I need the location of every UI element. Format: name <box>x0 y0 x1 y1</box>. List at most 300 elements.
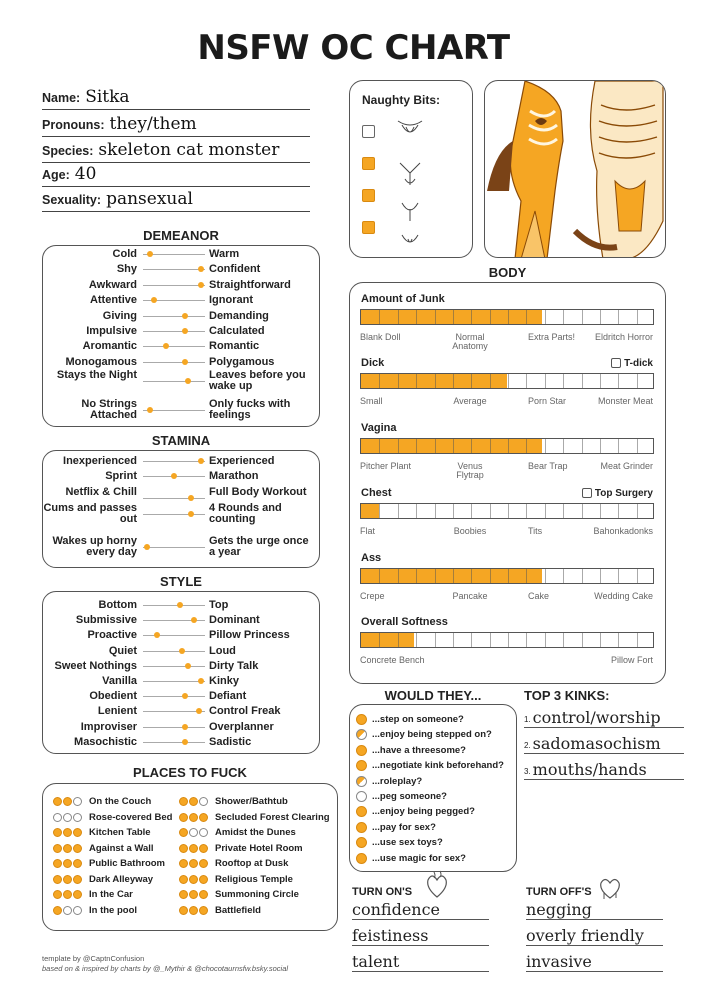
style-handle[interactable] <box>191 617 197 623</box>
rating-circle[interactable] <box>179 859 188 868</box>
name-label: Name: <box>42 91 81 105</box>
kink-text: sadomasochism <box>532 734 661 753</box>
body-meter-fill <box>361 310 542 324</box>
meter-tick <box>637 374 638 388</box>
answer-circle[interactable] <box>356 837 367 848</box>
meter-tick <box>508 633 509 647</box>
demeanor-left-label: Stays the Night <box>56 369 137 381</box>
page-title: NSFW OC CHART <box>197 28 510 68</box>
body-meter-fill <box>361 504 379 518</box>
body-meter-fill <box>361 633 414 647</box>
stamina-handle[interactable] <box>171 473 177 479</box>
style-track[interactable] <box>143 727 205 728</box>
place-item[interactable] <box>179 874 293 885</box>
demeanor-handle[interactable] <box>198 266 204 272</box>
places-title: PLACES TO FUCK <box>133 765 247 780</box>
age-value: 40 <box>74 164 97 184</box>
place-label: Religious Temple <box>215 873 293 885</box>
demeanor-track[interactable] <box>143 285 205 286</box>
age-field[interactable] <box>42 161 310 187</box>
rating-circle[interactable] <box>63 890 72 899</box>
style-track[interactable] <box>143 651 205 652</box>
meter-tick <box>490 569 491 583</box>
meter-tick <box>490 439 491 453</box>
demeanor-track[interactable] <box>143 316 205 317</box>
chest-outline-icon <box>398 121 422 132</box>
stamina-left-label: Inexperienced <box>63 455 137 467</box>
meter-tick <box>416 504 417 518</box>
rating-circle[interactable] <box>63 797 72 806</box>
style-handle[interactable] <box>154 632 160 638</box>
name-field[interactable] <box>42 84 310 110</box>
place-label: Public Bathroom <box>89 858 166 869</box>
body-scale-label: Concrete Bench <box>360 655 425 665</box>
rating-circle[interactable] <box>63 875 72 884</box>
body-meter-checkbox[interactable] <box>611 358 653 369</box>
rating-circle[interactable] <box>53 875 62 884</box>
would-they-item[interactable] <box>356 806 475 817</box>
hips-outline-icon <box>402 203 418 221</box>
rating-circle[interactable] <box>189 797 198 806</box>
would-they-item[interactable] <box>356 776 422 787</box>
stamina-left-label: Cums and passes out <box>43 502 137 525</box>
demeanor-panel <box>42 245 320 427</box>
demeanor-handle[interactable] <box>182 313 188 319</box>
answer-circle[interactable] <box>356 729 367 740</box>
stamina-track[interactable] <box>143 514 205 515</box>
rating-circle[interactable] <box>199 828 208 837</box>
place-label: Private Hotel Room <box>215 842 303 854</box>
turn-on-item[interactable]: feistiness <box>352 926 489 946</box>
meter-tick <box>379 374 380 388</box>
body-meter-fill <box>361 569 542 583</box>
demeanor-track[interactable] <box>143 269 205 270</box>
demeanor-right-label: Only fucks with feelings <box>209 398 291 421</box>
body-meter-bar[interactable] <box>360 568 654 584</box>
place-item[interactable] <box>53 827 151 838</box>
style-track[interactable] <box>143 681 205 682</box>
age-label: Age: <box>42 168 70 182</box>
rating-circle[interactable] <box>73 797 82 806</box>
meter-tick <box>563 569 564 583</box>
meter-tick <box>600 633 601 647</box>
place-item[interactable] <box>179 858 288 869</box>
would-they-item[interactable] <box>356 729 492 740</box>
kink-number: 2. <box>524 741 531 750</box>
rating-circle[interactable] <box>53 906 62 915</box>
meter-tick <box>398 439 399 453</box>
meter-tick <box>379 310 380 324</box>
place-item[interactable] <box>53 796 151 807</box>
torso-outline-icon <box>400 163 420 185</box>
style-handle[interactable] <box>179 648 185 654</box>
rating-circle[interactable] <box>189 813 198 822</box>
rating-circle[interactable] <box>199 844 208 853</box>
character-art-panel <box>484 80 666 258</box>
place-item[interactable] <box>53 858 165 869</box>
place-item[interactable] <box>53 874 153 885</box>
would-they-item[interactable] <box>356 745 466 756</box>
rating-circle[interactable] <box>199 906 208 915</box>
body-meter-label: Vagina <box>361 422 397 434</box>
would-they-text: ...enjoy being stepped on? <box>372 729 492 741</box>
meter-tick <box>435 439 436 453</box>
would-they-text: ...use magic for sex? <box>372 852 466 864</box>
turn-off-item[interactable]: negging <box>526 900 663 920</box>
turn-on-item[interactable]: confidence <box>352 900 489 920</box>
rating-circle[interactable] <box>199 797 208 806</box>
meter-tick <box>618 374 619 388</box>
style-right-label: Kinky <box>209 675 239 687</box>
body-title: BODY <box>488 265 527 280</box>
style-right-label: Pillow Princess <box>209 629 290 642</box>
style-left-label: Vanilla <box>102 675 137 687</box>
rating-circle[interactable] <box>199 813 208 822</box>
style-handle[interactable] <box>196 708 202 714</box>
demeanor-title: DEMEANOR <box>143 228 219 243</box>
rating-circle[interactable] <box>199 875 208 884</box>
stamina-right-label: 4 Rounds and counting <box>209 502 282 525</box>
place-item[interactable] <box>179 843 303 854</box>
meter-tick <box>563 310 564 324</box>
answer-circle[interactable] <box>356 791 367 802</box>
place-item[interactable] <box>53 905 137 916</box>
naughty-bits-checkbox[interactable] <box>362 221 375 234</box>
would-they-item[interactable] <box>356 714 464 725</box>
place-item[interactable] <box>179 905 261 916</box>
turn-offs-title: TURN OFF'S <box>526 886 592 898</box>
body-scale-label: Average <box>453 396 487 406</box>
meter-tick <box>618 569 619 583</box>
style-track[interactable] <box>143 635 205 636</box>
stamina-handle[interactable] <box>144 544 150 550</box>
meter-tick <box>526 310 527 324</box>
demeanor-handle[interactable] <box>182 328 188 334</box>
meter-tick <box>398 310 399 324</box>
species-field[interactable] <box>42 137 310 163</box>
demeanor-left-label: Impulsive <box>86 325 137 337</box>
rating-circle[interactable] <box>53 844 62 853</box>
style-handle[interactable] <box>182 693 188 699</box>
credit-line-2: based on & inspired by charts by @_Mythir & @chocotaurnsfw.bsky.social <box>42 964 289 973</box>
meter-tick <box>471 504 472 518</box>
style-left-label: Masochistic <box>74 735 137 748</box>
meter-tick <box>600 439 601 453</box>
style-handle[interactable] <box>185 663 191 669</box>
melting-heart-icon <box>596 874 624 902</box>
stamina-right-label: Full Body Workout <box>209 485 307 498</box>
rating-circle[interactable] <box>53 828 62 837</box>
meter-tick <box>600 310 601 324</box>
style-right-label: Defiant <box>209 690 247 703</box>
kink-item[interactable] <box>524 760 684 780</box>
style-track[interactable] <box>143 605 205 606</box>
meter-tick <box>545 439 546 453</box>
style-right-label: Dirty Talk <box>209 659 259 672</box>
rating-circle[interactable] <box>189 906 198 915</box>
rating-circle[interactable] <box>179 890 188 899</box>
style-left-label: Submissive <box>75 614 137 627</box>
would-they-text: ...negotiate kink beforehand? <box>372 760 504 772</box>
place-label: In the pool <box>89 904 138 916</box>
rating-circle[interactable] <box>63 828 72 837</box>
meter-tick <box>637 504 638 518</box>
demeanor-track[interactable] <box>143 362 205 363</box>
meter-tick <box>435 633 436 647</box>
rating-circle[interactable] <box>63 813 72 822</box>
place-item[interactable] <box>179 827 296 838</box>
place-label: Summoning Circle <box>215 889 299 900</box>
checkbox-label: T-dick <box>624 358 653 369</box>
turn-off-item[interactable]: overly friendly <box>526 926 663 946</box>
would-they-item[interactable] <box>356 760 504 771</box>
rating-circle[interactable] <box>73 859 82 868</box>
style-handle[interactable] <box>182 724 188 730</box>
rating-circle[interactable] <box>189 828 198 837</box>
style-right-label: Sadistic <box>209 735 252 748</box>
demeanor-handle[interactable] <box>147 407 153 413</box>
rating-circle[interactable] <box>199 890 208 899</box>
would-they-item[interactable] <box>356 837 443 848</box>
demeanor-handle[interactable] <box>147 251 153 257</box>
meter-tick <box>416 374 417 388</box>
meter-tick <box>471 439 472 453</box>
naughty-bits-checkbox[interactable] <box>362 157 375 170</box>
would-they-item[interactable] <box>356 791 447 802</box>
meter-tick <box>471 374 472 388</box>
rating-circle[interactable] <box>179 797 188 806</box>
stamina-track[interactable] <box>143 461 205 462</box>
place-item[interactable] <box>179 889 299 900</box>
demeanor-right-label: Demanding <box>209 309 269 322</box>
character-illustration <box>485 81 666 258</box>
answer-circle[interactable] <box>356 745 367 756</box>
rating-circle[interactable] <box>189 844 198 853</box>
meter-tick <box>618 633 619 647</box>
rating-circle[interactable] <box>53 797 62 806</box>
body-scale-label: Extra Parts! <box>528 332 576 342</box>
rating-circle[interactable] <box>63 844 72 853</box>
answer-circle[interactable] <box>356 806 367 817</box>
style-left-label: Bottom <box>98 599 137 611</box>
body-meter-label: Chest <box>361 487 392 499</box>
style-handle[interactable] <box>177 602 183 608</box>
stamina-track[interactable] <box>143 547 205 548</box>
sexuality-value: pansexual <box>106 189 193 209</box>
meter-tick <box>453 374 454 388</box>
rating-circle[interactable] <box>179 828 188 837</box>
body-meter-label: Amount of Junk <box>361 293 445 305</box>
style-panel <box>42 591 320 754</box>
rating-circle[interactable] <box>179 844 188 853</box>
body-scale-label: Blank Doll <box>360 332 401 342</box>
rating-circle[interactable] <box>179 875 188 884</box>
rating-circle[interactable] <box>53 813 62 822</box>
stamina-left-label: Sprint <box>105 470 137 483</box>
meter-tick <box>600 569 601 583</box>
rating-circle[interactable] <box>73 890 82 899</box>
species-value: skeleton cat monster <box>98 140 280 160</box>
sexuality-field[interactable] <box>42 186 310 212</box>
rating-circle[interactable] <box>179 906 188 915</box>
body-meter-checkbox[interactable] <box>582 488 653 499</box>
turn-on-item[interactable]: talent <box>352 952 489 972</box>
rating-circle[interactable] <box>63 859 72 868</box>
checkbox-square[interactable] <box>582 488 592 498</box>
meter-tick <box>582 374 583 388</box>
meter-tick <box>398 569 399 583</box>
demeanor-left-label: Cold <box>112 248 137 260</box>
pronouns-value: they/them <box>109 114 197 134</box>
place-item[interactable] <box>179 796 288 807</box>
would-they-item[interactable] <box>356 822 436 833</box>
answer-circle[interactable] <box>356 776 367 787</box>
pronouns-field[interactable] <box>42 111 310 137</box>
meter-tick <box>453 633 454 647</box>
style-right-label: Control Freak <box>209 705 281 718</box>
demeanor-handle[interactable] <box>151 297 157 303</box>
style-handle[interactable] <box>182 739 188 745</box>
demeanor-track[interactable] <box>143 381 205 382</box>
place-item[interactable] <box>179 812 330 823</box>
rating-circle[interactable] <box>53 890 62 899</box>
stamina-handle[interactable] <box>188 511 194 517</box>
rating-circle[interactable] <box>53 859 62 868</box>
meter-tick <box>379 569 380 583</box>
demeanor-left-label: Shy <box>116 263 137 276</box>
meter-tick <box>600 504 601 518</box>
meter-tick <box>453 504 454 518</box>
meter-tick <box>490 374 491 388</box>
anatomy-outline-icons <box>390 117 430 247</box>
stamina-track[interactable] <box>143 498 205 499</box>
demeanor-left-label: Attentive <box>89 294 137 307</box>
style-track[interactable] <box>143 696 205 697</box>
rating-circle[interactable] <box>73 828 82 837</box>
naughty-bits-checkbox[interactable] <box>362 189 375 202</box>
style-title: STYLE <box>160 574 202 589</box>
meter-tick <box>637 569 638 583</box>
rating-circle[interactable] <box>189 875 198 884</box>
demeanor-right-label: Confident <box>209 263 261 276</box>
demeanor-track[interactable] <box>143 331 205 332</box>
rating-circle[interactable] <box>73 906 82 915</box>
meter-tick <box>379 633 380 647</box>
style-handle[interactable] <box>198 678 204 684</box>
would-they-text: ...step on someone? <box>372 714 464 725</box>
place-label: Rooftop at Dusk <box>215 858 289 869</box>
answer-circle[interactable] <box>356 714 367 725</box>
rating-circle[interactable] <box>189 859 198 868</box>
body-meter-label: Overall Softness <box>361 616 448 628</box>
style-right-label: Overplanner <box>209 720 274 733</box>
stamina-handle[interactable] <box>188 495 194 501</box>
rating-circle[interactable] <box>179 813 188 822</box>
demeanor-handle[interactable] <box>182 359 188 365</box>
body-scale-label: Crepe <box>360 591 385 601</box>
naughty-bits-title: Naughty Bits: <box>362 93 440 107</box>
kink-text: mouths/hands <box>532 760 647 779</box>
place-item[interactable] <box>53 812 172 823</box>
demeanor-right-label: Calculated <box>209 325 265 337</box>
rating-circle[interactable] <box>73 813 82 822</box>
place-label: Secluded Forest Clearing <box>215 811 330 823</box>
meter-tick <box>545 504 546 518</box>
demeanor-handle[interactable] <box>163 343 169 349</box>
meter-tick <box>471 310 472 324</box>
meter-tick <box>582 633 583 647</box>
turn-off-item[interactable]: invasive <box>526 952 663 972</box>
meter-tick <box>435 504 436 518</box>
meter-tick <box>435 374 436 388</box>
demeanor-right-label: Leaves before you wake up <box>209 369 306 392</box>
would-they-text: ...have a threesome? <box>372 744 466 756</box>
style-left-label: Lenient <box>97 705 137 718</box>
answer-circle[interactable] <box>356 760 367 771</box>
meter-tick <box>563 633 564 647</box>
would-they-text: ...roleplay? <box>372 775 423 787</box>
demeanor-handle[interactable] <box>185 378 191 384</box>
would-they-item[interactable] <box>356 853 466 864</box>
meter-tick <box>526 504 527 518</box>
kink-number: 3. <box>524 767 531 776</box>
body-scale-label: Cake <box>528 591 550 601</box>
place-label: Rose-covered Bed <box>89 811 173 823</box>
style-right-label: Loud <box>209 644 236 657</box>
rating-circle[interactable] <box>73 875 82 884</box>
body-scale-label: Tits <box>528 526 543 536</box>
meter-tick <box>508 310 509 324</box>
meter-tick <box>637 439 638 453</box>
kink-text: control/worship <box>532 708 661 727</box>
body-meter-bar[interactable] <box>360 632 654 648</box>
place-label: Battlefield <box>215 904 261 916</box>
checkbox-label: Top Surgery <box>594 488 653 499</box>
body-meter-bar[interactable] <box>360 309 654 325</box>
body-scale-label: Pitcher Plant <box>360 461 412 471</box>
body-meter-bar[interactable] <box>360 503 654 519</box>
answer-circle[interactable] <box>356 853 367 864</box>
rating-circle[interactable] <box>63 906 72 915</box>
style-track[interactable] <box>143 666 205 667</box>
body-meter-bar[interactable] <box>360 373 654 389</box>
naughty-bits-checkbox[interactable] <box>362 125 375 138</box>
meter-tick <box>416 310 417 324</box>
naughty-bits-panel <box>349 80 473 258</box>
body-meter-fill <box>361 439 542 453</box>
demeanor-handle[interactable] <box>198 282 204 288</box>
demeanor-track[interactable] <box>143 346 205 347</box>
meter-tick <box>545 633 546 647</box>
meter-tick <box>526 439 527 453</box>
rating-circle[interactable] <box>199 859 208 868</box>
rating-circle[interactable] <box>189 890 198 899</box>
stamina-handle[interactable] <box>198 458 204 464</box>
kink-item[interactable] <box>524 708 684 728</box>
place-item[interactable] <box>53 843 154 854</box>
place-item[interactable] <box>53 889 133 900</box>
body-meter-bar[interactable] <box>360 438 654 454</box>
meter-tick <box>618 310 619 324</box>
answer-circle[interactable] <box>356 822 367 833</box>
style-track[interactable] <box>143 742 205 743</box>
checkbox-square[interactable] <box>611 358 621 368</box>
demeanor-left-label: Monogamous <box>65 355 137 368</box>
demeanor-right-label: Warm <box>209 248 240 260</box>
kink-item[interactable] <box>524 734 684 754</box>
body-scale-label: Bear Trap <box>528 461 568 471</box>
rating-circle[interactable] <box>73 844 82 853</box>
